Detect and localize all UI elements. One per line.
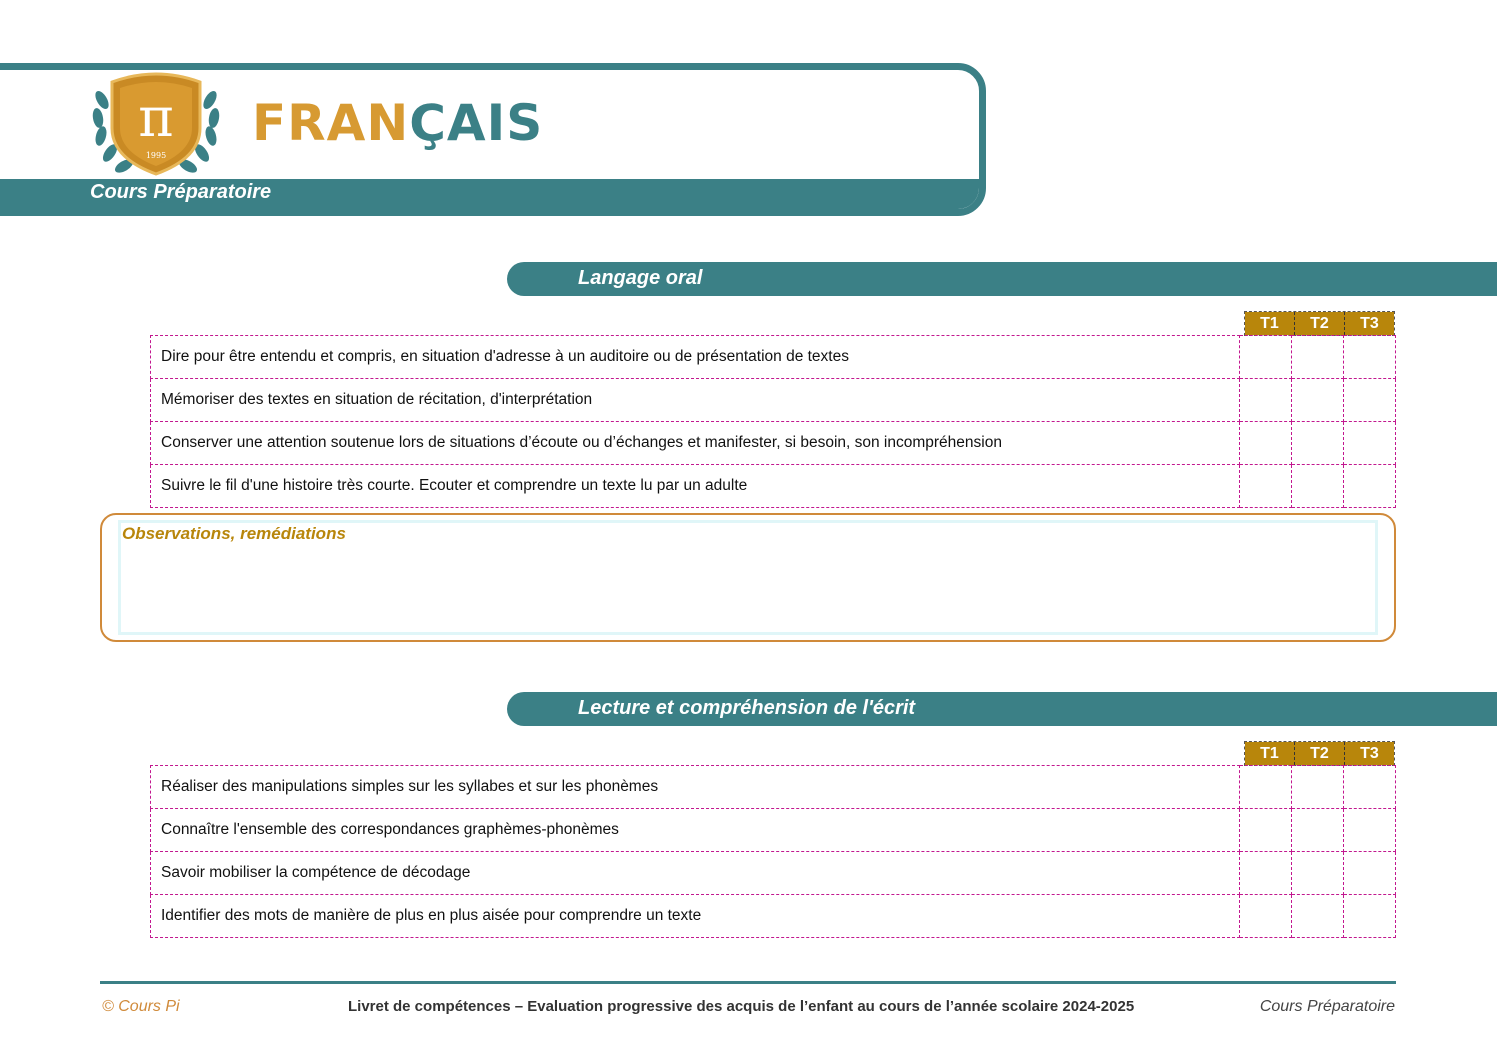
grade-cell-t1[interactable] (1240, 379, 1292, 422)
skill-label: Suivre le fil d'une histoire très courte. Ecouter et comprendre un texte lu par un adulte (151, 465, 1240, 508)
grade-cell-t3[interactable] (1344, 465, 1396, 508)
grade-cell-t1[interactable] (1240, 766, 1292, 809)
term-label: T3 (1345, 312, 1394, 335)
term-label: T2 (1295, 312, 1345, 335)
term-label: T3 (1345, 742, 1394, 765)
grade-cell-t2[interactable] (1292, 766, 1344, 809)
grade-cell-t2[interactable] (1292, 336, 1344, 379)
section-header-lecture (507, 692, 1497, 726)
grade-cell-t2[interactable] (1292, 422, 1344, 465)
cours-pi-logo (88, 70, 224, 176)
svg-text:π: π (138, 86, 174, 149)
footer-title: Livret de compétences – Evaluation progressive des acquis de l’enfant au cours de l’année scolaire 2024-2025 (348, 998, 1135, 1015)
skill-label: Connaître l'ensemble des correspondances graphèmes-phonèmes (151, 809, 1240, 852)
skill-label: Mémoriser des textes en situation de récitation, d'interprétation (151, 379, 1240, 422)
grade-cell-t3[interactable] (1344, 809, 1396, 852)
table-row (151, 336, 1396, 379)
term-header (1244, 741, 1395, 766)
term-label: T2 (1295, 742, 1345, 765)
section-title: Lecture et compréhension de l'écrit (578, 697, 916, 719)
skills-table-langage-oral (150, 335, 1396, 508)
grade-cell-t1[interactable] (1240, 465, 1292, 508)
skill-label: Conserver une attention soutenue lors de situations d’écoute ou d’échanges et manifester, si besoin, son incompréhension (151, 422, 1240, 465)
grade-cell-t2[interactable] (1292, 852, 1344, 895)
subject-title-part2: ÇAIS (409, 94, 544, 152)
subject-title-part1: FRAN (252, 94, 410, 152)
section-header-langage-oral (507, 262, 1497, 296)
footer-divider (100, 981, 1396, 984)
subject-title (252, 94, 543, 152)
footer-level: Cours Préparatoire (1259, 998, 1395, 1015)
table-row (151, 465, 1396, 508)
grade-cell-t3[interactable] (1344, 895, 1396, 938)
grade-cell-t2[interactable] (1292, 465, 1344, 508)
table-row (151, 422, 1396, 465)
table-row (151, 852, 1396, 895)
table-row (151, 379, 1396, 422)
grade-cell-t2[interactable] (1292, 379, 1344, 422)
grade-cell-t3[interactable] (1344, 422, 1396, 465)
grade-cell-t2[interactable] (1292, 809, 1344, 852)
observations-box[interactable] (100, 513, 1396, 642)
term-header (1244, 311, 1395, 336)
section-title: Langage oral (578, 267, 703, 289)
footer-copyright: © Cours Pi (102, 998, 180, 1015)
grade-cell-t3[interactable] (1344, 766, 1396, 809)
skill-label: Dire pour être entendu et compris, en situation d'adresse à un auditoire ou de présentation de textes (151, 336, 1240, 379)
observations-label: Observations, remédiations (122, 524, 346, 543)
grade-cell-t1[interactable] (1240, 422, 1292, 465)
table-row (151, 809, 1396, 852)
skill-label: Savoir mobiliser la compétence de décodage (151, 852, 1240, 895)
grade-cell-t1[interactable] (1240, 895, 1292, 938)
grade-cell-t3[interactable] (1344, 336, 1396, 379)
skill-label: Identifier des mots de manière de plus en plus aisée pour comprendre un texte (151, 895, 1240, 938)
grade-cell-t1[interactable] (1240, 336, 1292, 379)
skills-table-lecture (150, 765, 1396, 938)
table-row (151, 766, 1396, 809)
grade-cell-t3[interactable] (1344, 852, 1396, 895)
table-row (151, 895, 1396, 938)
term-label: T1 (1245, 742, 1295, 765)
grade-cell-t1[interactable] (1240, 852, 1292, 895)
level-label: Cours Préparatoire (90, 181, 272, 203)
grade-cell-t3[interactable] (1344, 379, 1396, 422)
grade-cell-t1[interactable] (1240, 809, 1292, 852)
level-band (0, 179, 979, 209)
grade-cell-t2[interactable] (1292, 895, 1344, 938)
term-label: T1 (1245, 312, 1295, 335)
skill-label: Réaliser des manipulations simples sur les syllabes et sur les phonèmes (151, 766, 1240, 809)
svg-text:1995: 1995 (145, 151, 167, 160)
